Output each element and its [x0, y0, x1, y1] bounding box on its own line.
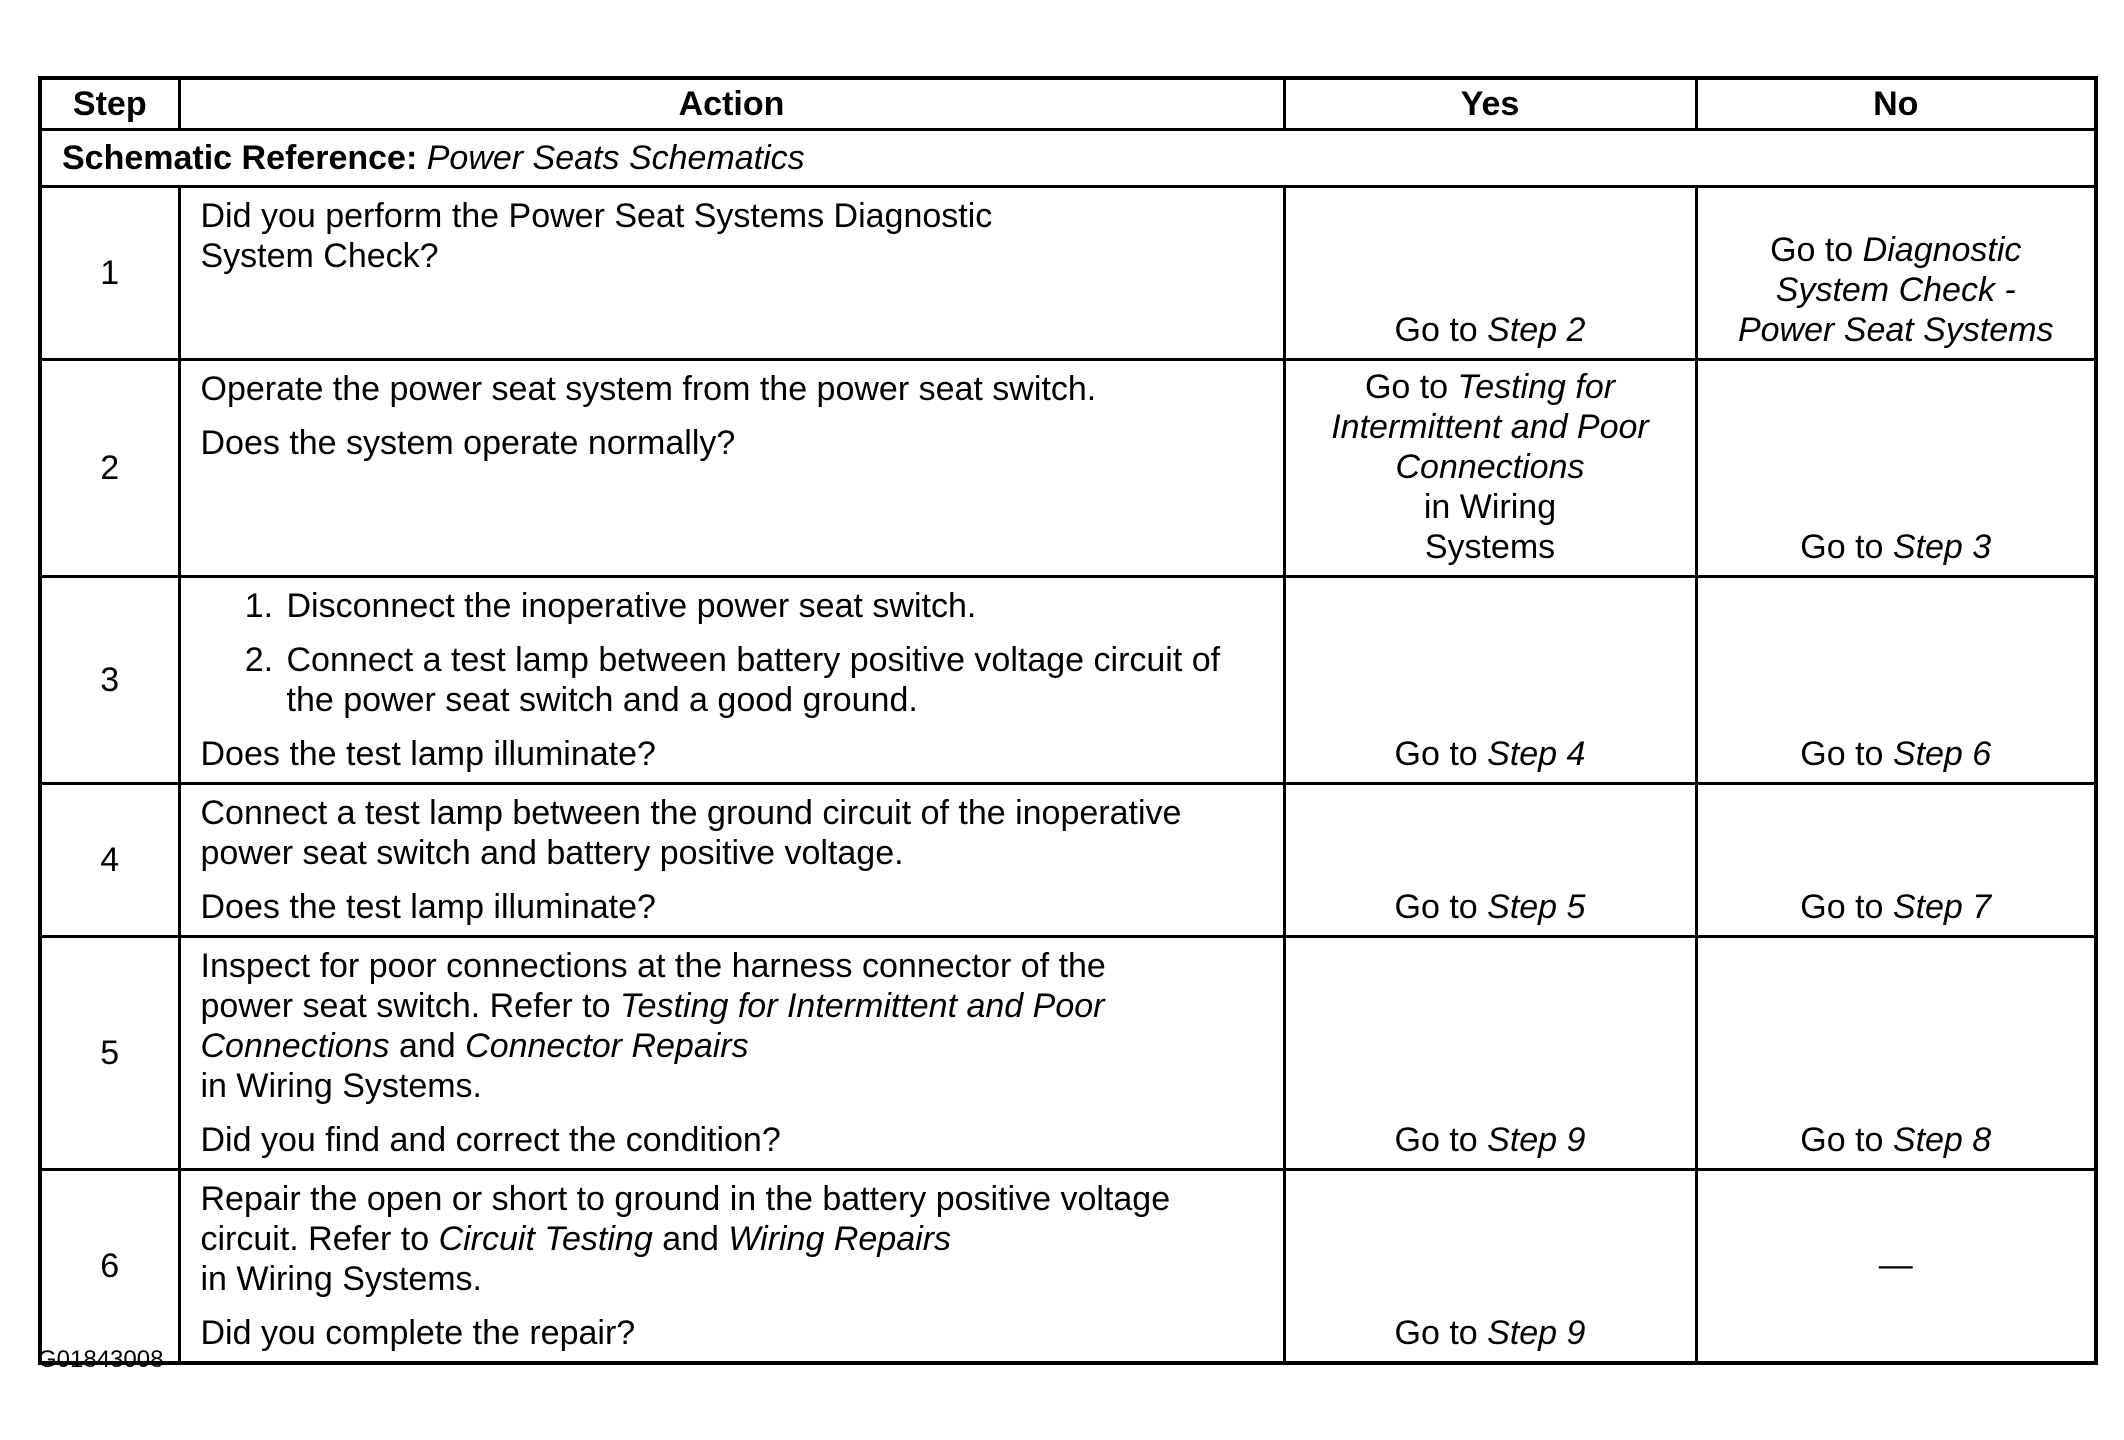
schematic-reference: [40, 130, 2096, 187]
no-text: Go to: [1770, 231, 1863, 269]
yes-cell: [1284, 360, 1696, 577]
yes-text: Go to: [1394, 1314, 1488, 1352]
action-text: and: [389, 1027, 466, 1065]
action-question: Did you find and correct the condition?: [200, 1121, 781, 1159]
action-cell: [179, 937, 1284, 1170]
table-row: [40, 937, 2096, 1170]
step-number: 5: [40, 937, 179, 1170]
step-number: 6: [40, 1170, 179, 1364]
action-text: Did you perform the Power Seat Systems Diagnostic: [200, 197, 993, 235]
yes-cell: [1284, 187, 1696, 360]
action-cell: [179, 187, 1284, 360]
action-text: and: [652, 1220, 729, 1258]
table-row: [40, 784, 2096, 937]
list-item: 2. Connect a test lamp between battery positive voltage circuit of the power seat switch and a good ground.: [283, 640, 1261, 720]
action-link[interactable]: Circuit Testing: [438, 1220, 653, 1258]
yes-text: Go to: [1394, 311, 1488, 349]
action-question: Does the test lamp illuminate?: [200, 735, 656, 773]
schematic-reference-row: [40, 130, 2096, 187]
yes-text: Go to: [1394, 1121, 1488, 1159]
action-steps-list: [201, 586, 1261, 720]
action-link[interactable]: Connections: [200, 1027, 390, 1065]
yes-link[interactable]: Step 2: [1487, 311, 1586, 349]
no-link[interactable]: Diagnostic: [1862, 231, 2022, 269]
yes-link[interactable]: Step 4: [1487, 735, 1586, 773]
yes-cell: [1284, 1170, 1696, 1364]
yes-text: Go to: [1394, 735, 1488, 773]
yes-link[interactable]: Intermittent and Poor: [1331, 408, 1649, 446]
action-question: Does the test lamp illuminate?: [200, 888, 656, 926]
no-text: Go to: [1800, 735, 1893, 773]
step-number: 4: [40, 784, 179, 937]
action-cell: [179, 1170, 1284, 1364]
step-number: 2: [40, 360, 179, 577]
no-link[interactable]: Step 7: [1892, 888, 1992, 926]
action-question: Did you complete the repair?: [200, 1314, 636, 1352]
action-link[interactable]: Testing for Intermittent and Poor: [620, 987, 1105, 1025]
no-text: Go to: [1800, 888, 1893, 926]
action-text: Inspect for poor connections at the harness connector of the: [200, 947, 1106, 985]
yes-cell: [1284, 577, 1696, 784]
yes-text: Systems: [1424, 528, 1556, 566]
no-dash: —: [1878, 1246, 1913, 1284]
table-row: [40, 360, 2096, 577]
no-link[interactable]: Step 6: [1892, 735, 1992, 773]
yes-link[interactable]: Testing for: [1457, 368, 1616, 406]
action-text: Connect a test lamp between the ground circuit of the inoperative: [200, 794, 1182, 832]
table-row: [40, 187, 2096, 360]
no-text: Go to: [1800, 1121, 1893, 1159]
no-cell: [1696, 1170, 2096, 1364]
no-link[interactable]: System Check -: [1775, 271, 2016, 309]
yes-text: in Wiring: [1423, 488, 1557, 526]
yes-link[interactable]: Step 5: [1487, 888, 1586, 926]
table-row: [40, 577, 2096, 784]
action-text: circuit. Refer to: [200, 1220, 439, 1258]
action-text: power seat switch and battery positive voltage.: [200, 834, 904, 872]
action-text: in Wiring Systems.: [200, 1067, 482, 1105]
diagnostic-table: [38, 76, 2098, 1365]
yes-link[interactable]: Connections: [1395, 448, 1585, 486]
action-text: Operate the power seat system from the power seat switch.: [200, 370, 1097, 408]
no-cell: [1696, 937, 2096, 1170]
yes-text: Go to: [1394, 888, 1488, 926]
no-cell: [1696, 360, 2096, 577]
action-cell: [179, 360, 1284, 577]
yes-cell: [1284, 784, 1696, 937]
header-no: No: [1696, 78, 2096, 130]
header-row: [40, 78, 2096, 130]
action-question: Does the system operate normally?: [200, 424, 736, 462]
no-cell: [1696, 784, 2096, 937]
action-question: System Check?: [200, 237, 439, 275]
table-row: [40, 1170, 2096, 1364]
header-step: Step: [40, 78, 179, 130]
action-text: power seat switch. Refer to: [200, 987, 621, 1025]
action-text: in Wiring Systems.: [200, 1260, 482, 1298]
action-cell: [179, 577, 1284, 784]
action-cell: [179, 784, 1284, 937]
no-link[interactable]: Step 3: [1892, 528, 1992, 566]
yes-text: Go to: [1364, 368, 1458, 406]
list-item: 1. Disconnect the inoperative power seat switch.: [283, 586, 1261, 626]
figure-id: G01843008: [38, 1346, 164, 1373]
header-action: Action: [179, 78, 1284, 130]
no-text: Go to: [1800, 528, 1893, 566]
action-link[interactable]: Wiring Repairs: [728, 1220, 952, 1258]
no-link[interactable]: Power Seat Systems: [1737, 311, 2054, 349]
schematic-reference-label: Schematic Reference:: [62, 139, 418, 177]
yes-link[interactable]: Step 9: [1487, 1314, 1586, 1352]
step-number: 1: [40, 187, 179, 360]
yes-link[interactable]: Step 9: [1487, 1121, 1586, 1159]
action-text: Repair the open or short to ground in the battery positive voltage: [200, 1180, 1171, 1218]
header-yes: Yes: [1284, 78, 1696, 130]
step-number: 3: [40, 577, 179, 784]
yes-cell: [1284, 937, 1696, 1170]
no-link[interactable]: Step 8: [1892, 1121, 1992, 1159]
no-cell: [1696, 577, 2096, 784]
schematic-reference-link[interactable]: Power Seats Schematics: [426, 139, 805, 177]
action-link[interactable]: Connector Repairs: [465, 1027, 749, 1065]
no-cell: [1696, 187, 2096, 360]
